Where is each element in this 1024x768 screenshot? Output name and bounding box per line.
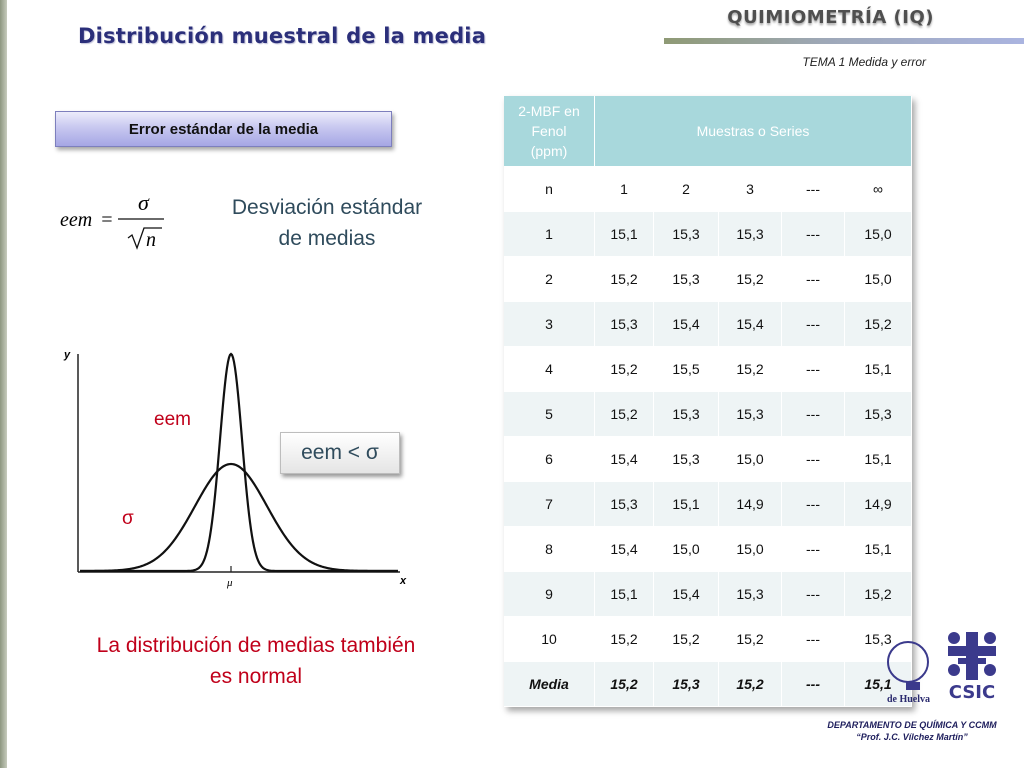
table-cell: 15,1 xyxy=(595,212,654,257)
table-cell: --- xyxy=(782,167,845,212)
row-label-cell: 4 xyxy=(504,347,595,392)
table-cell: --- xyxy=(782,527,845,572)
table-cell: 2 xyxy=(654,167,719,212)
table-cell: 15,3 xyxy=(845,617,912,662)
table-cell: 15,0 xyxy=(845,257,912,302)
conclusion-text xyxy=(66,630,446,692)
university-huelva-logo xyxy=(886,636,930,712)
conclusion-line2: es normal xyxy=(209,665,303,688)
row-label-cell: 6 xyxy=(504,437,595,482)
row-label-cell: n xyxy=(504,167,595,212)
table-cell: 15,4 xyxy=(595,437,654,482)
table-cell: 14,9 xyxy=(719,482,782,527)
table-cell: 15,2 xyxy=(719,617,782,662)
table-cell: 15,2 xyxy=(719,257,782,302)
table-cell: 15,3 xyxy=(719,392,782,437)
table-cell: --- xyxy=(782,392,845,437)
slide-title: Distribución muestral de la media xyxy=(78,24,487,48)
table-cell: --- xyxy=(782,212,845,257)
department-line1: DEPARTAMENTO DE QUÍMICA Y CCMM xyxy=(827,720,997,730)
table-row xyxy=(504,257,912,302)
table-row xyxy=(504,572,912,617)
header-divider xyxy=(664,38,1024,44)
results-table xyxy=(504,96,912,707)
table-cell: 15,1 xyxy=(845,347,912,392)
table-cell: 15,1 xyxy=(845,527,912,572)
table-cell: 15,2 xyxy=(595,257,654,302)
table-row xyxy=(504,167,912,212)
table-row xyxy=(504,212,912,257)
table-cell: --- xyxy=(782,302,845,347)
table-header-row xyxy=(504,96,912,167)
table-row xyxy=(504,617,912,662)
table-cell: 1 xyxy=(595,167,654,212)
formula-caption-line1: Desviación estándar xyxy=(231,196,423,219)
group-header: Muestras o Series xyxy=(595,96,912,167)
table-cell: 15,1 xyxy=(845,437,912,482)
row-label-cell: 3 xyxy=(504,302,595,347)
formula-lhs: eem xyxy=(60,209,93,231)
table-row xyxy=(504,437,912,482)
corner-header-line2: Fenol xyxy=(531,123,567,139)
table-cell: 15,3 xyxy=(654,392,719,437)
table-cell: 15,0 xyxy=(654,527,719,572)
table-cell: --- xyxy=(782,572,845,617)
media-cell: --- xyxy=(782,662,845,707)
sqrt-sign-icon xyxy=(128,228,162,248)
topic-subtitle: TEMA 1 Medida y error xyxy=(802,55,926,69)
row-label-cell: 2 xyxy=(504,257,595,302)
table-cell: 15,4 xyxy=(719,302,782,347)
table-cell: 15,3 xyxy=(719,572,782,617)
section-label-text: Error estándar de la media xyxy=(128,120,319,138)
formula-denominator: n xyxy=(146,229,156,251)
table-cell: 15,3 xyxy=(595,302,654,347)
table-cell: --- xyxy=(782,437,845,482)
formula-numerator: σ xyxy=(138,190,149,215)
table-cell: 15,4 xyxy=(654,302,719,347)
media-cell: 15,2 xyxy=(719,662,782,707)
table-cell: 15,3 xyxy=(719,212,782,257)
table-row xyxy=(504,392,912,437)
media-cell: 15,1 xyxy=(845,662,912,707)
table-cell: 15,3 xyxy=(654,437,719,482)
narrow-curve-label: eem xyxy=(154,409,191,430)
table-cell: 3 xyxy=(719,167,782,212)
table-cell: 14,9 xyxy=(845,482,912,527)
formula-equals: = xyxy=(100,209,114,231)
uhu-text: de Huelva xyxy=(886,694,930,705)
corner-header xyxy=(504,96,595,167)
wide-curve-label: σ xyxy=(122,508,134,529)
mu-label: μ xyxy=(227,577,233,589)
table-cell: 15,3 xyxy=(654,257,719,302)
table-row xyxy=(504,347,912,392)
formula-caption xyxy=(212,192,442,254)
table-cell: 15,5 xyxy=(654,347,719,392)
inequality-text: eem < σ xyxy=(301,441,379,464)
row-label-cell: 8 xyxy=(504,527,595,572)
x-axis-label: x xyxy=(400,575,407,587)
table-cell: ∞ xyxy=(845,167,912,212)
y-axis-label: y xyxy=(64,349,71,361)
table-cell: --- xyxy=(782,347,845,392)
table-cell: 15,2 xyxy=(595,392,654,437)
table-cell: 15,1 xyxy=(595,572,654,617)
table-row xyxy=(504,482,912,527)
table-cell: 15,2 xyxy=(845,572,912,617)
table-cell: 15,2 xyxy=(595,347,654,392)
table-cell: 15,0 xyxy=(719,437,782,482)
table-cell: 15,2 xyxy=(595,617,654,662)
corner-header-line1: 2-MBF en xyxy=(518,103,580,119)
table-cell: 15,3 xyxy=(654,212,719,257)
eem-formula xyxy=(58,188,178,258)
uhu-emblem-icon xyxy=(906,682,920,690)
table-cell: --- xyxy=(782,482,845,527)
media-cell: 15,2 xyxy=(595,662,654,707)
csic-logo xyxy=(944,630,1000,710)
row-label-cell: 9 xyxy=(504,572,595,617)
table-cell: 15,3 xyxy=(845,392,912,437)
inequality-box xyxy=(280,432,400,474)
section-label xyxy=(55,111,392,147)
table-cell: 15,1 xyxy=(654,482,719,527)
table-cell: --- xyxy=(782,617,845,662)
table-cell: 15,2 xyxy=(845,302,912,347)
table-cell: 15,0 xyxy=(719,527,782,572)
table-row xyxy=(504,302,912,347)
table-cell: 15,4 xyxy=(595,527,654,572)
table-cell: 15,3 xyxy=(595,482,654,527)
csic-text: CSIC xyxy=(948,682,996,703)
conclusion-line1: La distribución de medias también xyxy=(96,634,416,657)
corner-header-line3: (ppm) xyxy=(530,143,568,159)
row-label-cell: 10 xyxy=(504,617,595,662)
table-row xyxy=(504,527,912,572)
table-cell: 15,4 xyxy=(654,572,719,617)
table-cell: --- xyxy=(782,257,845,302)
media-label-cell: Media xyxy=(504,662,595,707)
left-accent-bar xyxy=(0,0,7,768)
row-label-cell: 1 xyxy=(504,212,595,257)
table-cell: 15,2 xyxy=(654,617,719,662)
media-row xyxy=(504,662,912,707)
department-line2: “Prof. J.C. Vílchez Martín” xyxy=(856,732,968,742)
formula-caption-line2: de medias xyxy=(278,227,376,250)
row-label-cell: 7 xyxy=(504,482,595,527)
department-footer xyxy=(812,719,1012,743)
course-brand: QUIMIOMETRÍA (IQ) xyxy=(727,7,934,28)
csic-emblem-icon xyxy=(948,632,996,680)
row-label-cell: 5 xyxy=(504,392,595,437)
media-cell: 15,3 xyxy=(654,662,719,707)
table-cell: 15,0 xyxy=(845,212,912,257)
table-cell: 15,2 xyxy=(719,347,782,392)
